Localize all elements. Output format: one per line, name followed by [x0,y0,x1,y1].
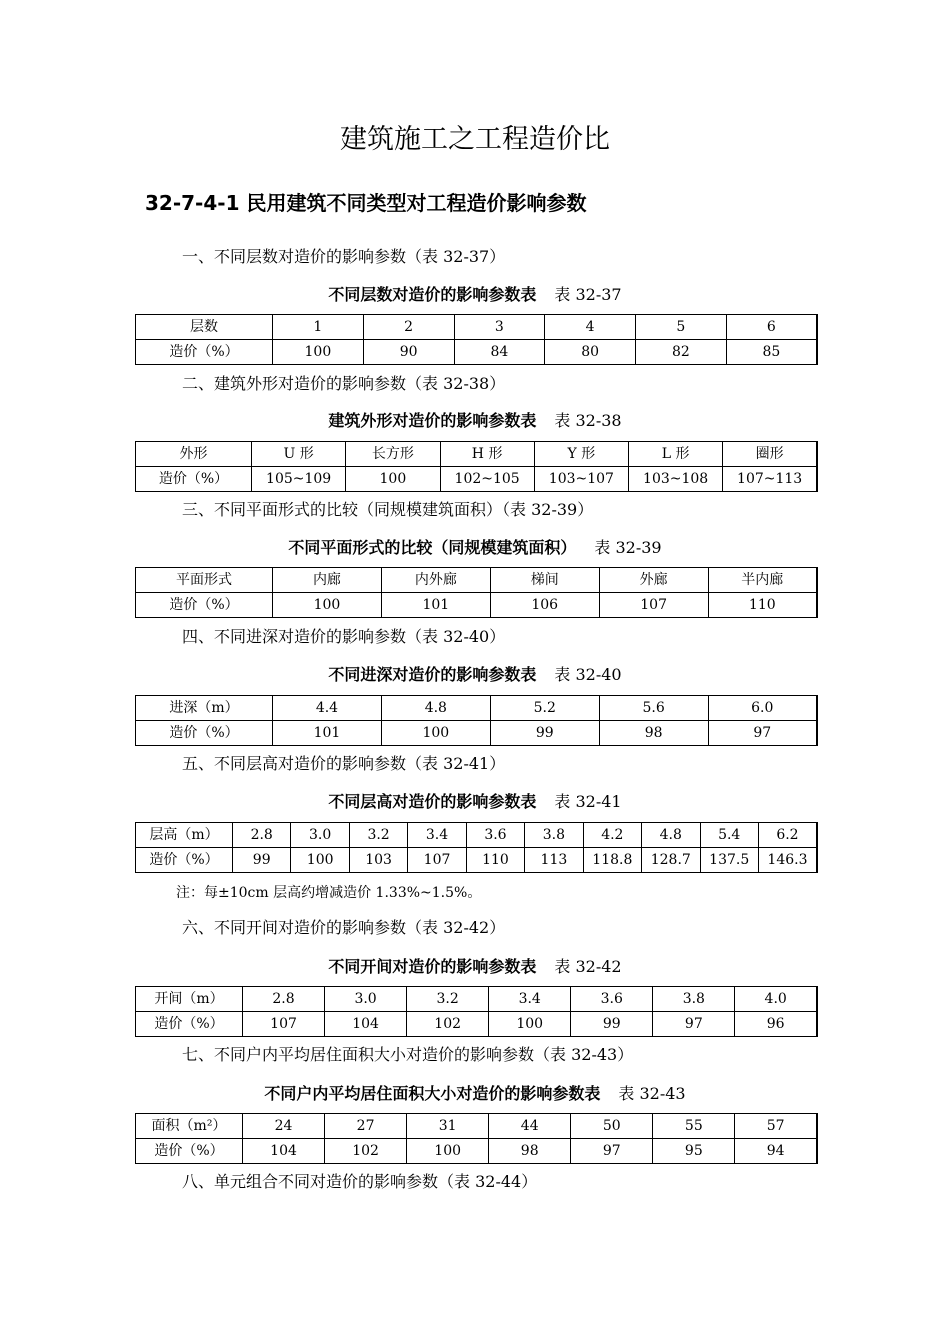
table-cell: 3.0 [291,823,349,848]
table-cell: 24 [243,1114,325,1139]
table-row [136,467,818,492]
caption-text: 不同户内平均居住面积大小对造价的影响参数表 [264,1084,601,1103]
table-cell: 2.8 [243,987,325,1012]
table-cell: 4 [545,315,636,340]
table-cell: 4.0 [735,987,817,1012]
table-cell: 3.6 [571,987,653,1012]
table-number: 表 32-40 [554,665,622,684]
table-cell: 5 [636,315,727,340]
table-cell: 2 [363,315,454,340]
row-label: 层高（m） [136,823,233,848]
table-cell: 90 [363,340,454,365]
table-caption-6 [0,955,950,979]
table-note: 注：每±10cm 层高约增减造价 1.33%~1.5%。 [176,885,482,901]
table-row [136,696,818,721]
table-cell: 3.2 [407,987,489,1012]
caption-text: 不同进深对造价的影响参数表 [328,665,537,684]
row-label: 造价（%） [136,593,273,618]
table-row [136,987,818,1012]
table-cell: 103 [349,848,407,873]
table-cell: 3.4 [489,987,571,1012]
table-cell: 5.4 [700,823,758,848]
table-cell: 82 [636,340,727,365]
row-label: 造价（%） [136,340,273,365]
table-cell: 圈形 [723,442,817,467]
table-32-41 [135,822,818,873]
table-row [136,1139,818,1164]
table-cell: 梯间 [490,568,599,593]
table-cell: 100 [273,593,382,618]
row-label: 平面形式 [136,568,273,593]
row-label: 造价（%） [136,1139,243,1164]
section-heading: 32-7-4-1 民用建筑不同类型对工程造价影响参数 [145,191,587,215]
table-cell: 99 [490,721,599,746]
table-cell: 99 [233,848,291,873]
item-heading-2: 二、建筑外形对造价的影响参数（表 32-38） [182,374,506,393]
table-32-40 [135,695,818,746]
item-heading-5: 五、不同层高对造价的影响参数（表 32-41） [182,754,506,773]
table-cell: 4.8 [381,696,490,721]
table-row [136,848,818,873]
table-number: 表 32-42 [554,957,622,976]
table-cell: 104 [325,1012,407,1037]
table-cell: 105~109 [252,467,346,492]
table-cell: 128.7 [642,848,700,873]
table-cell: 98 [599,721,708,746]
table-cell: 5.2 [490,696,599,721]
table-cell: 96 [735,1012,817,1037]
table-row [136,340,818,365]
caption-text: 建筑外形对造价的影响参数表 [328,411,537,430]
table-cell: 110 [708,593,817,618]
table-cell: 6.2 [758,823,817,848]
table-cell: 107 [599,593,708,618]
caption-text: 不同层高对造价的影响参数表 [328,792,537,811]
table-caption-2 [0,409,950,433]
table-cell: 80 [545,340,636,365]
row-label: 进深（m） [136,696,273,721]
table-row [136,568,818,593]
item-heading-6: 六、不同开间对造价的影响参数（表 32-42） [182,918,506,937]
table-cell: 103~108 [629,467,723,492]
row-label: 造价（%） [136,467,252,492]
caption-text: 不同层数对造价的影响参数表 [328,285,537,304]
row-label: 外形 [136,442,252,467]
table-cell: Y 形 [534,442,628,467]
table-cell: 110 [466,848,524,873]
table-cell: 97 [653,1012,735,1037]
table-number: 表 32-43 [618,1084,686,1103]
table-row [136,593,818,618]
row-label: 造价（%） [136,848,233,873]
table-cell: 100 [346,467,440,492]
table-number: 表 32-37 [554,285,622,304]
table-32-37 [135,314,818,365]
table-number: 表 32-41 [554,792,622,811]
table-cell: 4.8 [642,823,700,848]
table-cell: 内外廊 [381,568,490,593]
table-row [136,1114,818,1139]
table-cell: 104 [243,1139,325,1164]
table-32-42 [135,986,818,1037]
table-cell: 118.8 [583,848,641,873]
row-label: 开间（m） [136,987,243,1012]
table-cell: 99 [571,1012,653,1037]
caption-text: 不同开间对造价的影响参数表 [328,957,537,976]
table-cell: 3.8 [525,823,583,848]
table-cell: 100 [489,1012,571,1037]
table-cell: 107~113 [723,467,817,492]
item-heading-7: 七、不同户内平均居住面积大小对造价的影响参数（表 32-43） [182,1045,634,1064]
table-cell: 100 [273,340,364,365]
table-cell: 102 [325,1139,407,1164]
table-cell: 50 [571,1114,653,1139]
page-title: 建筑施工之工程造价比 [340,124,610,155]
table-cell: 97 [571,1139,653,1164]
table-cell: 3.0 [325,987,407,1012]
table-cell: 27 [325,1114,407,1139]
table-cell: 107 [408,848,466,873]
table-cell: 85 [726,340,817,365]
item-heading-8: 八、单元组合不同对造价的影响参数（表 32-44） [182,1172,538,1191]
table-caption-1 [0,283,950,307]
table-cell: 113 [525,848,583,873]
table-cell: 3.6 [466,823,524,848]
row-label: 层数 [136,315,273,340]
table-caption-4 [0,663,950,687]
table-cell: 101 [273,721,382,746]
table-cell: 1 [273,315,364,340]
table-cell: 4.2 [583,823,641,848]
table-cell: 内廊 [273,568,382,593]
table-cell: 95 [653,1139,735,1164]
table-row [136,823,818,848]
table-number: 表 32-39 [594,538,662,557]
table-cell: 31 [407,1114,489,1139]
table-cell: 55 [653,1114,735,1139]
table-cell: 半内廊 [708,568,817,593]
table-cell: 3 [454,315,545,340]
item-heading-4: 四、不同进深对造价的影响参数（表 32-40） [182,627,506,646]
table-cell: 84 [454,340,545,365]
table-row [136,442,818,467]
table-cell: 3.4 [408,823,466,848]
table-cell: U 形 [252,442,346,467]
table-cell: 6 [726,315,817,340]
row-label: 面积（m²） [136,1114,243,1139]
table-cell: 57 [735,1114,817,1139]
table-number: 表 32-38 [554,411,622,430]
item-heading-3: 三、不同平面形式的比较（同规模建筑面积）（表 32-39） [182,500,594,519]
table-row [136,315,818,340]
table-cell: 101 [381,593,490,618]
table-row [136,721,818,746]
row-label: 造价（%） [136,721,273,746]
row-label: 造价（%） [136,1012,243,1037]
table-cell: 100 [381,721,490,746]
caption-text: 不同平面形式的比较（同规模建筑面积） [288,538,577,557]
table-cell: 102 [407,1012,489,1037]
table-caption-5 [0,790,950,814]
table-cell: L 形 [629,442,723,467]
table-cell: 146.3 [758,848,817,873]
table-32-43 [135,1113,818,1164]
table-cell: 102~105 [440,467,534,492]
table-cell: 长方形 [346,442,440,467]
table-cell: 44 [489,1114,571,1139]
table-cell: 外廊 [599,568,708,593]
table-cell: 3.2 [349,823,407,848]
table-cell: 97 [708,721,817,746]
table-cell: 107 [243,1012,325,1037]
table-cell: 5.6 [599,696,708,721]
item-heading-1: 一、不同层数对造价的影响参数（表 32-37） [182,247,506,266]
table-cell: H 形 [440,442,534,467]
table-caption-3 [0,536,950,560]
table-cell: 94 [735,1139,817,1164]
table-row [136,1012,818,1037]
table-cell: 103~107 [534,467,628,492]
table-cell: 98 [489,1139,571,1164]
table-cell: 4.4 [273,696,382,721]
table-cell: 6.0 [708,696,817,721]
table-cell: 100 [407,1139,489,1164]
table-cell: 3.8 [653,987,735,1012]
table-cell: 106 [490,593,599,618]
table-cell: 2.8 [233,823,291,848]
table-cell: 100 [291,848,349,873]
table-32-38 [135,441,818,492]
table-caption-7 [0,1082,950,1106]
table-32-39 [135,567,818,618]
table-cell: 137.5 [700,848,758,873]
